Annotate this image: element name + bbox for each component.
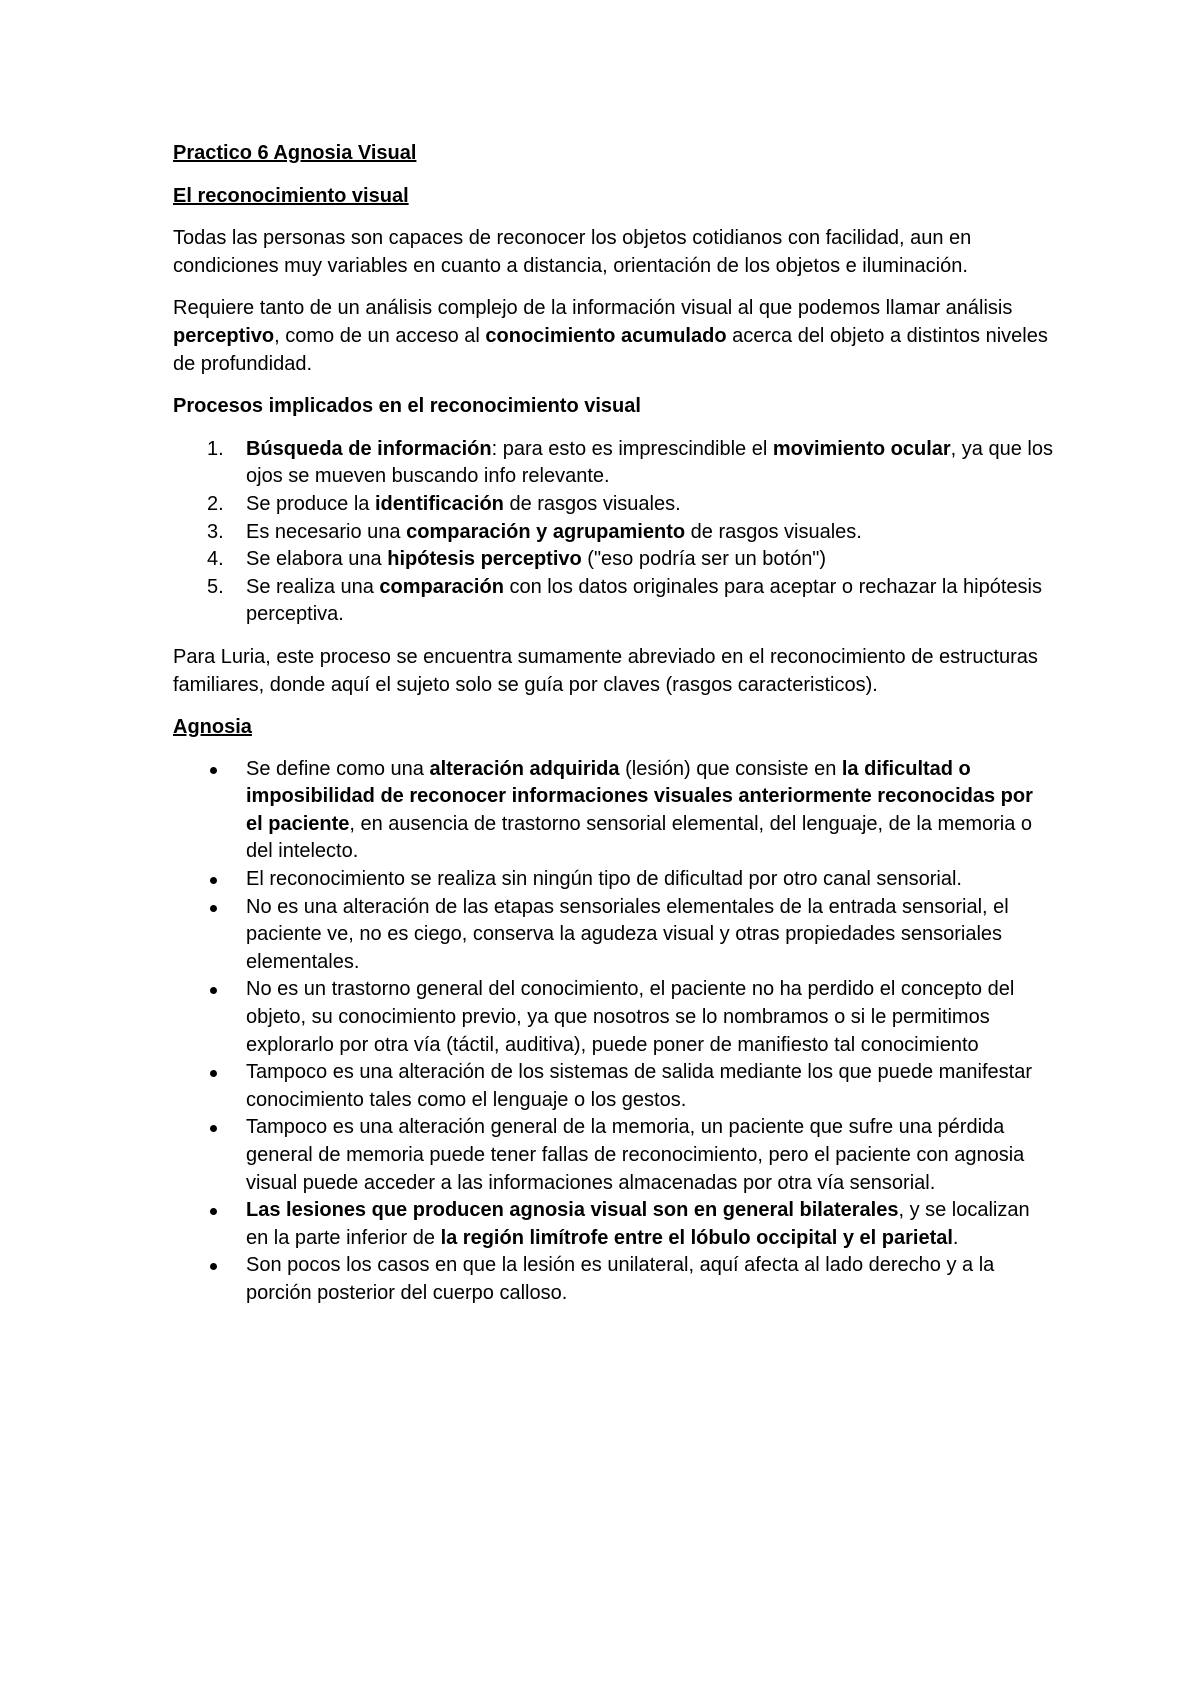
text-run: . (952, 1226, 959, 1249)
list-item (173, 976, 1053, 1059)
list-item (173, 1197, 1053, 1252)
section-heading-reconocimiento: El reconocimiento visual (173, 184, 409, 207)
bold-term: Búsqueda de información (246, 437, 492, 460)
list-item (173, 574, 1053, 629)
text-run: Se produce la (246, 492, 375, 515)
text-run: Tampoco es una alteración de los sistemas de salida mediante los que puede manifestar conocimiento tales como el lenguaje o los gestos. (246, 1061, 1033, 1111)
bold-term: identificación (374, 492, 504, 515)
text-run: No es una alteración de las etapas sensoriales elementales de la entrada sensorial, el paciente ve, no es ciego, conserva la agudeza visual y otras propiedades sensoriales elementales. (246, 895, 1009, 973)
list-item (173, 1252, 1053, 1307)
section-heading-agnosia: Agnosia (173, 716, 252, 739)
text-run: Tampoco es una alteración general de la memoria, un paciente que sufre una pérdida general de memoria puede tener fallas de reconocimiento, pero el paciente con agnosia visual puede acceder a las informaciones almacenadas por otra vía sensorial. (246, 1116, 1025, 1194)
list-item (173, 756, 1053, 866)
list-number: 5. (207, 575, 224, 598)
bullet-list-agnosia (173, 756, 1053, 1308)
bullet-icon (210, 1263, 217, 1270)
text-run: El reconocimiento se realiza sin ningún tipo de dificultad por otro canal sensorial. (246, 868, 962, 891)
bold-term: la dificultad o imposibilidad de reconocer informaciones visuales anteriormente reconocidas por el paciente (246, 757, 1033, 835)
bullet-icon (210, 767, 217, 774)
bullet-icon (210, 987, 217, 994)
text-run: Se realiza una (246, 575, 380, 598)
text-run: con los datos originales para aceptar o rechazar la hipótesis perceptiva. (246, 575, 1042, 626)
text-run: (lesión) que consiste en (619, 757, 842, 780)
text-run: de rasgos visuales. (503, 492, 681, 515)
text-run: : para esto es imprescindible el (491, 437, 773, 460)
list-number: 1. (207, 437, 224, 460)
list-item (173, 894, 1053, 977)
bold-term: comparación y agrupamiento (406, 520, 686, 543)
document-title: Practico 6 Agnosia Visual (173, 142, 417, 164)
list-item (173, 436, 1053, 491)
text-run: acerca del objeto a distintos niveles de profundidad. (173, 324, 1048, 375)
text-run: , y se localizan en la parte inferior de (246, 1199, 1030, 1249)
list-item (173, 519, 1053, 547)
list-item (173, 1059, 1053, 1114)
text-run: Se elabora una (246, 548, 388, 571)
text-run: , en ausencia de trastorno sensorial elemental, del lenguaje, de la memoria o del intelecto. (246, 812, 1033, 863)
bullet-icon (210, 1208, 217, 1215)
numbered-list-procesos (173, 436, 1053, 629)
paragraph-luria: Para Luria, este proceso se encuentra sumamente abreviado en el reconocimiento de estructuras familiares, donde aquí el sujeto solo se guía por claves (rasgos caracteristicos). (173, 645, 1038, 696)
bullet-icon (210, 1070, 217, 1077)
list-item (173, 866, 1053, 894)
paragraph-analisis (173, 295, 1053, 378)
text-run: Requiere tanto de un análisis complejo de la información visual al que podemos llamar análisis (173, 297, 1013, 320)
list-number: 4. (207, 548, 224, 571)
bold-term: comparación (379, 575, 504, 598)
document-page (173, 140, 1053, 1308)
text-run: Son pocos los casos en que la lesión es unilateral, aquí afecta al lado derecho y a la porción posterior del cuerpo calloso. (246, 1254, 995, 1304)
list-item (173, 491, 1053, 519)
list-number: 3. (207, 520, 224, 543)
paragraph-intro: Todas las personas son capaces de reconocer los objetos cotidianos con facilidad, aun en condiciones muy variables en cuanto a distancia, orientación de los objetos e iluminación. (173, 227, 972, 277)
section-heading-procesos: Procesos implicados en el reconocimiento visual (173, 395, 641, 418)
text-run: Es necesario una (246, 520, 407, 543)
bold-term: Las lesiones que producen agnosia visual son en general bilaterales (246, 1199, 899, 1222)
list-item (173, 546, 1053, 574)
list-item (173, 1114, 1053, 1197)
text-run: No es un trastorno general del conocimiento, el paciente no ha perdido el concepto del objeto, su conocimiento previo, ya que nosotros se lo nombramos o si le permitimos explorarlo por otra vía (táctil, auditiva), puede poner de manifiesto tal conocimiento (246, 978, 1015, 1056)
bold-term: conocimiento acumulado (485, 324, 727, 347)
text-run: ("eso podría ser un botón") (581, 548, 827, 571)
text-run: , ya que los ojos se mueven buscando info relevante. (246, 437, 1053, 488)
bullet-icon (210, 905, 217, 912)
bold-term: la región limítrofe entre el lóbulo occipital y el parietal (440, 1226, 953, 1249)
bullet-icon (210, 877, 217, 884)
bold-term: perceptivo (173, 324, 275, 347)
bold-term: hipótesis perceptivo (387, 548, 582, 571)
text-run: Se define como una (246, 757, 430, 780)
bold-term: movimiento ocular (772, 437, 951, 460)
text-run: de rasgos visuales. (685, 520, 862, 543)
bullet-icon (210, 1125, 217, 1132)
list-number: 2. (207, 492, 224, 515)
bold-term: alteración adquirida (429, 757, 620, 780)
text-run: , como de un acceso al (274, 324, 486, 347)
